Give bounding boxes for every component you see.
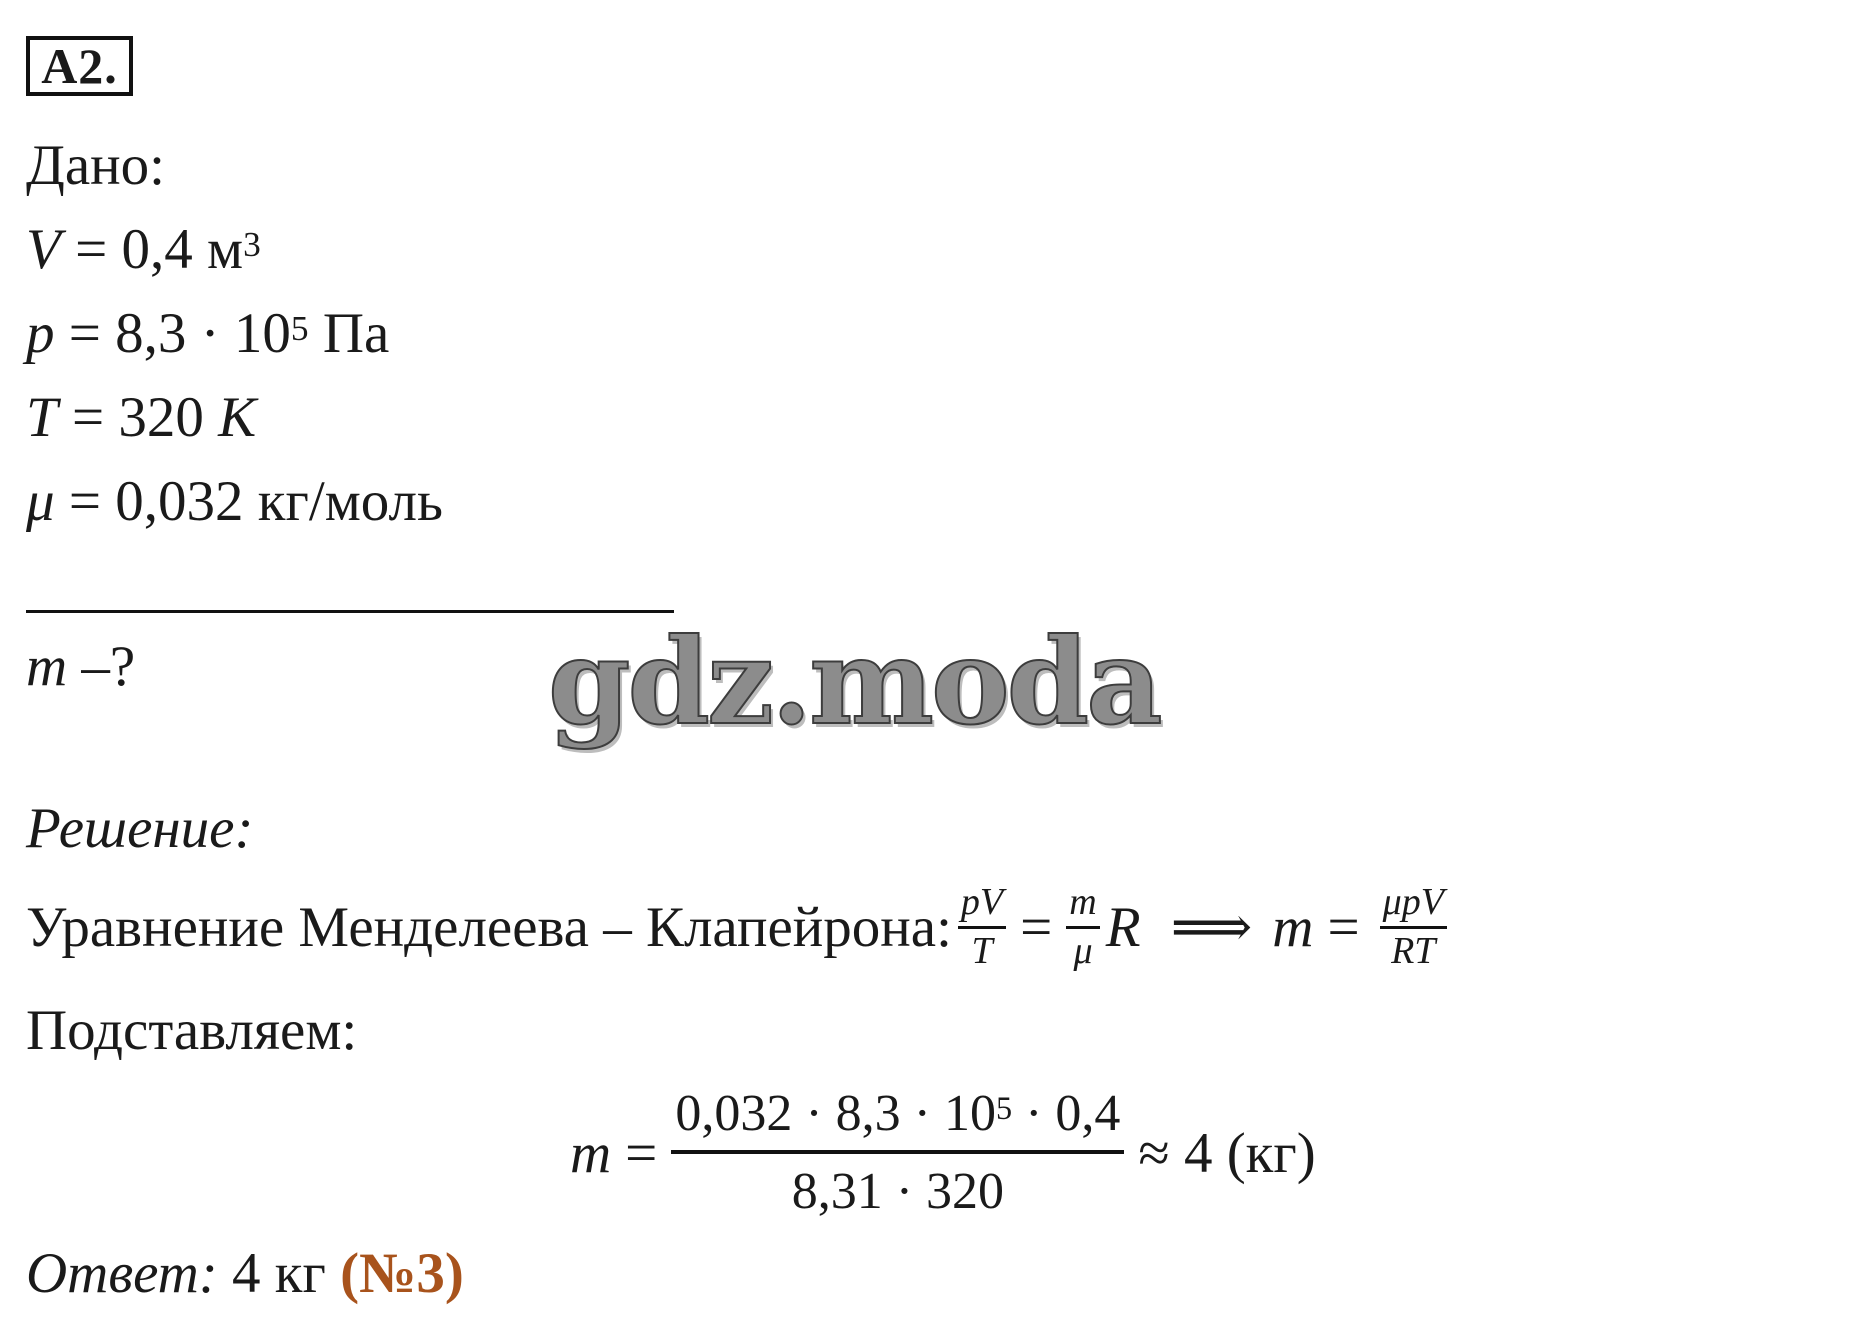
find-line: [26, 635, 136, 698]
given-label: Дано:: [26, 134, 166, 197]
unit: Па: [308, 302, 390, 365]
gas-constant: R: [1105, 895, 1141, 959]
solution-label: Решение:: [26, 797, 254, 860]
task-number: A2.: [26, 36, 133, 96]
given-pressure: [26, 302, 390, 365]
watermark-logo: gdz.moda: [548, 612, 1160, 751]
fraction-bar: [1066, 926, 1099, 929]
fraction-bar: [958, 926, 1006, 929]
var-p: p: [26, 302, 55, 365]
given-temperature: [26, 386, 257, 449]
equation-label: Уравнение Менделеева – Клапейрона:: [26, 895, 952, 959]
value: 320: [118, 386, 219, 449]
question: –?: [67, 635, 136, 698]
var-t: T: [26, 386, 58, 449]
var-m: m: [26, 635, 68, 698]
var-m: m: [570, 1121, 612, 1185]
answer-reference: (№3): [340, 1242, 464, 1305]
denominator: T: [971, 929, 993, 972]
answer-label: Ответ:: [26, 1242, 218, 1305]
value: 0,032 кг/моль: [115, 470, 443, 533]
implies-arrow: ⟹: [1170, 895, 1253, 959]
answer-value: 4 кг: [217, 1242, 341, 1305]
equals-sign: =: [1020, 895, 1053, 959]
numerator: m: [1069, 880, 1097, 923]
numerator-tail: · 0,4: [1012, 1085, 1121, 1143]
equals-sign: =: [625, 1121, 658, 1185]
rel: =: [60, 218, 122, 281]
exponent: 5: [995, 1089, 1013, 1126]
rel: =: [57, 386, 119, 449]
var-v: V: [26, 218, 61, 281]
fraction-m-mu: [1066, 880, 1099, 972]
numerator-part: 0,032 · 8,3 · 10: [675, 1085, 996, 1143]
var-m: m: [1272, 895, 1314, 959]
numerator: pV: [960, 880, 1004, 923]
numerator: [671, 1084, 1124, 1144]
fraction-mupv-rt: [1380, 880, 1447, 972]
exponent: 5: [290, 308, 309, 348]
rel: =: [54, 302, 116, 365]
var-mu: μ: [26, 470, 55, 533]
calculation-fraction: [671, 1084, 1124, 1222]
given-volume: [26, 218, 261, 281]
denominator: 8,31 · 320: [791, 1163, 1005, 1220]
fraction-bar: [671, 1150, 1124, 1154]
equals-sign: =: [1327, 895, 1360, 959]
denominator: RT: [1391, 929, 1436, 972]
answer-line: [26, 1242, 464, 1305]
fraction-bar: [1380, 926, 1447, 929]
equation-line: [26, 872, 1453, 982]
calculation-line: [570, 1078, 1316, 1228]
denominator: μ: [1073, 929, 1093, 972]
value: 0,4 м: [121, 218, 244, 281]
exponent: 3: [243, 224, 261, 264]
numerator: μpV: [1382, 880, 1444, 923]
fraction-pv-t: [958, 880, 1006, 972]
result: ≈ 4 (кг): [1138, 1121, 1316, 1185]
value: 8,3 · 10: [115, 302, 291, 365]
unit: K: [218, 386, 257, 449]
substitute-label: Подставляем:: [26, 999, 358, 1062]
given-molar-mass: [26, 470, 443, 533]
rel: =: [54, 470, 116, 533]
